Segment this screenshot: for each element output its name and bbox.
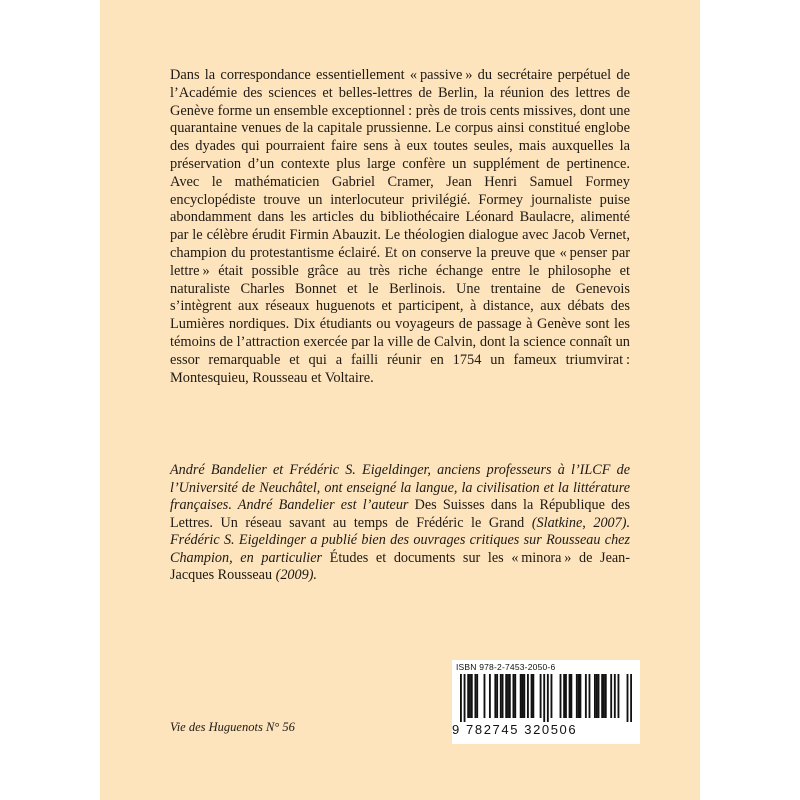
barcode-bar	[532, 674, 534, 718]
barcode-bar	[565, 674, 567, 718]
series-label: Vie des Huguenots	[170, 720, 263, 734]
authors-bio	[170, 462, 630, 585]
barcode-bar	[563, 674, 565, 718]
barcode-bar	[494, 674, 496, 718]
barcode-bar	[522, 674, 524, 718]
barcode-digits: 9 782745 320506	[452, 722, 578, 737]
barcode-bar	[598, 674, 600, 718]
barcode-bar	[540, 674, 542, 718]
barcode-bar	[578, 674, 580, 718]
barcode-bar	[589, 674, 591, 718]
barcode-block	[452, 660, 640, 744]
barcode-bar	[527, 674, 529, 718]
bio-part-1: André Bandelier et Frédéric S. Eigeldinger, anciens professeurs à l’ILCF de l’Université de Neuchâtel, ont enseigné la langue, la civilisation et la littérature françaises. André Bandelier est l’auteur	[170, 462, 630, 513]
bio-part-2: Des Suisses dans la République des Lettres. Un réseau savant au temps de Frédéric le Grand	[170, 497, 630, 531]
barcode-bar	[610, 674, 612, 718]
barcode-bar	[596, 674, 598, 718]
description-paragraph: Dans la correspondance essentiellement « passive » du secrétaire perpétuel de l’Académie des sciences et belles-lettres de Berlin, la réunion des lettres de Genève forme un ensemble exceptionnel : près de trois cents missives, dont une quarantaine venues de la capitale prussienne. Le corpus ainsi constitué englobe des dyades qui pourraient faire sens à eux toutes seules, mais auxquelles la préservation d’un contexte plus large confère un supplément de pertinence. Avec le mathématicien Gabriel Cramer, Jean Henri Samuel Formey encyclopédiste trouve un interlocuteur privilégié. Formey journaliste puise abondamment dans les articles du bibliothécaire Léonard Baulacre, alimenté par le célèbre érudit Firmin Abauzit. Le théologien dialogue avec Jacob Vernet, champion du protestantisme éclairé. Et on conserve la preuve que « penser par lettre » était possible grâce au très riche échange entre le philosophe et naturaliste Charles Bonnet et le Berlinois. Une trentaine de Genevois s’intègrent aux réseaux huguenots et participent, à distance, aux débats des Lumières nordiques. Dix étudiants ou voyageurs de passage à Genève sont les témoins de l’attraction exercée par la ville de Calvin, dont la science connaît un essor remarquable et qui a failli réunir en 1754 un fameux triumvirat : Montesquieu, Rousseau et Voltaire.	[170, 67, 630, 386]
barcode-bar	[570, 674, 572, 718]
barcode-bar	[551, 674, 553, 718]
barcode-bar	[618, 674, 620, 718]
barcode-bar	[560, 674, 562, 718]
barcode-bar	[469, 674, 471, 718]
barcode-bar	[509, 674, 511, 718]
bio-part-4: Études et documents sur les « minora » de Jean-Jacques Rousseau	[170, 549, 630, 583]
barcode-bar	[543, 674, 545, 722]
barcode-bars	[460, 674, 632, 722]
barcode-bar	[627, 674, 629, 722]
barcode-bar	[505, 674, 507, 718]
series-number: N° 56	[265, 720, 295, 734]
barcode-bar	[520, 674, 522, 718]
barcode-bar	[630, 674, 632, 722]
barcode-bar	[569, 674, 571, 718]
bio-part-3: (Slatkine, 2007). Frédéric S. Eigeldinger a publié bien des ouvrages critiques sur Rousseau chez Champion, en particulier	[170, 514, 630, 566]
barcode-bar	[576, 674, 578, 718]
barcode-bar	[605, 674, 607, 718]
barcode-bar	[514, 674, 516, 718]
barcode-bar	[489, 674, 491, 718]
barcode-bar	[464, 674, 466, 722]
barcode-bar	[471, 674, 473, 718]
barcode-bar	[513, 674, 515, 718]
isbn-text: ISBN 978-2-7453-2050-6	[456, 662, 556, 672]
barcode-bar	[585, 674, 587, 718]
barcode-bar	[474, 674, 476, 718]
barcode-bar	[614, 674, 616, 718]
barcode-bar	[579, 674, 581, 718]
barcode-bar	[523, 674, 525, 718]
barcode-bar	[603, 674, 605, 718]
series-line	[170, 720, 295, 735]
bio-part-5: (2009).	[275, 567, 317, 583]
barcode-bar	[467, 674, 469, 718]
barcode-bar	[601, 674, 603, 718]
barcode-bar	[484, 674, 486, 718]
barcode-bar	[460, 674, 462, 722]
barcode-bar	[507, 674, 509, 718]
barcode-bar	[496, 674, 498, 718]
barcode-bar	[476, 674, 478, 718]
barcode-bar	[502, 674, 504, 718]
barcode-bar	[594, 674, 596, 718]
barcode-bar	[500, 674, 502, 718]
barcode-bar	[531, 674, 533, 718]
barcode-bar	[547, 674, 549, 722]
